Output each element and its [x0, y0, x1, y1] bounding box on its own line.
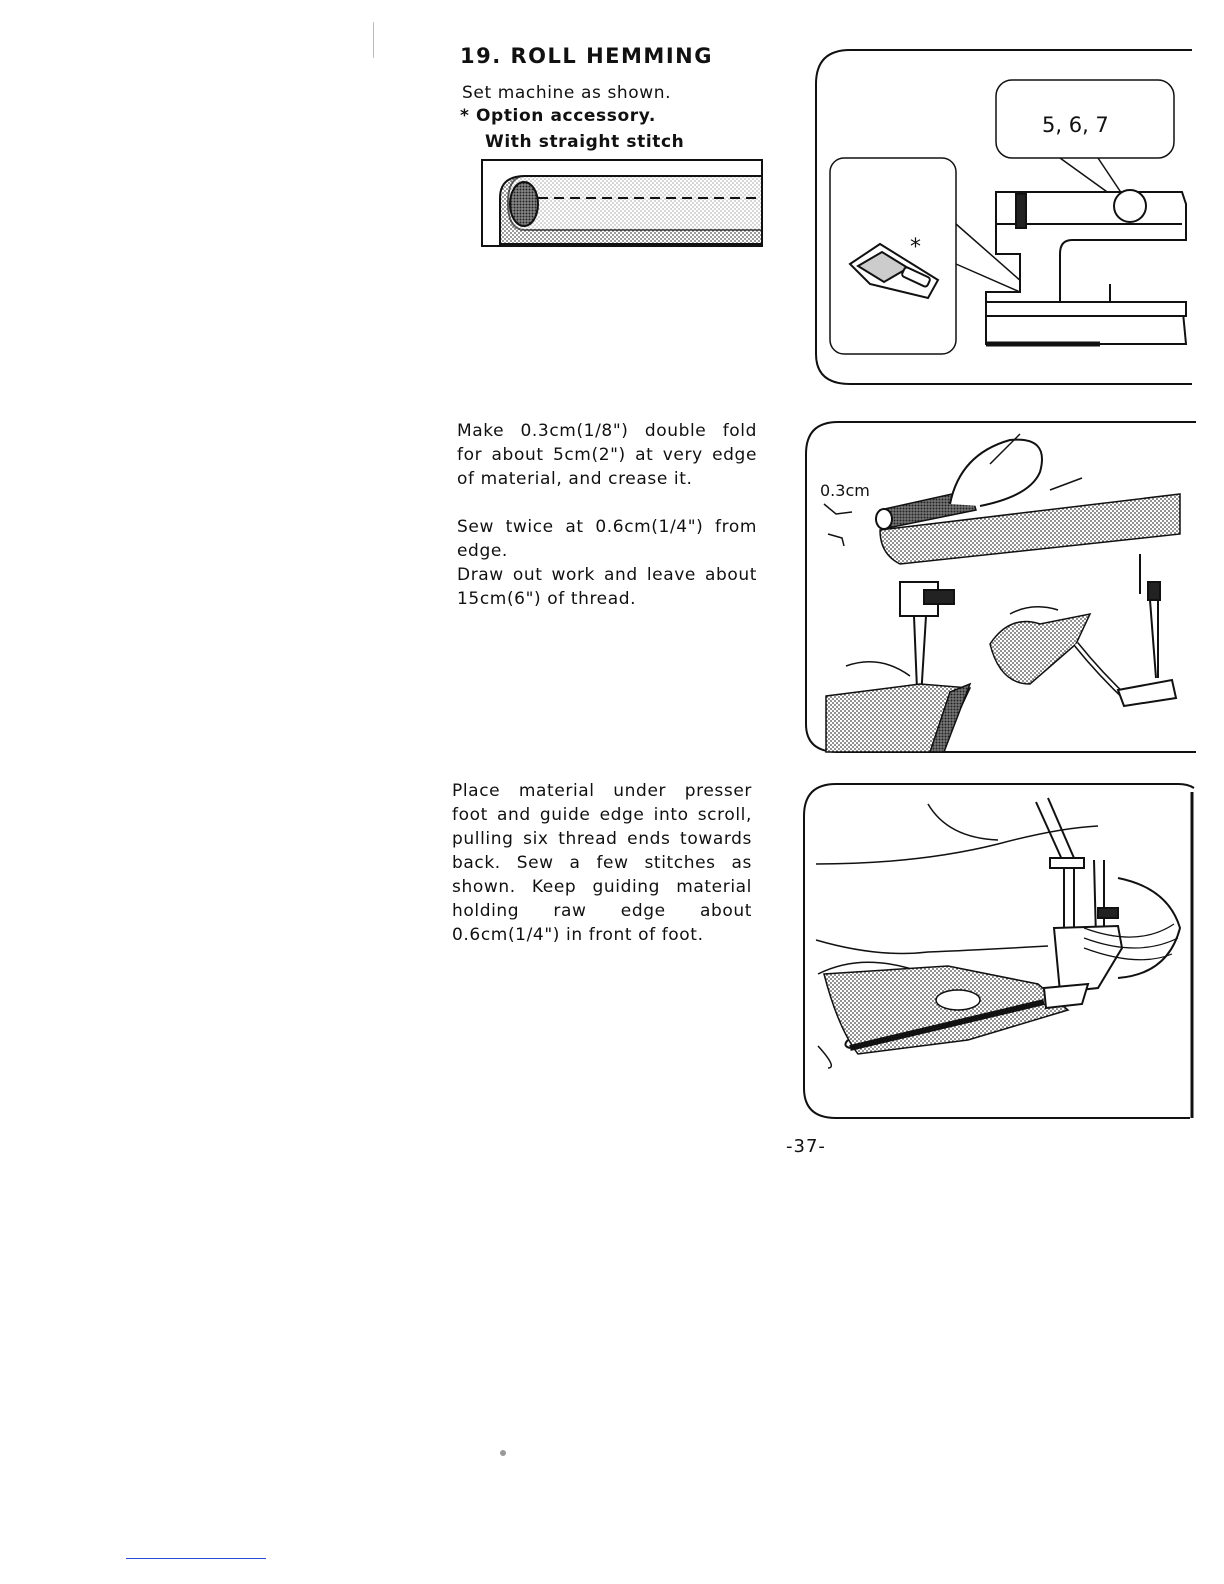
step2-paragraph-2: Sew twice at 0.6cm(1/4") from edge.: [457, 517, 757, 561]
measure-label: 0.3cm: [820, 481, 870, 500]
intro-line-2: * Option accessory.: [460, 106, 656, 126]
page-number: -37-: [786, 1136, 826, 1157]
stitch-diagram: [480, 158, 766, 250]
intro-line-3: With straight stitch: [485, 132, 685, 152]
section-title: [460, 44, 713, 68]
intro-line-1: Set machine as shown.: [462, 83, 672, 103]
figure-fold: [800, 414, 1200, 760]
scan-mark: [373, 22, 374, 58]
step3-paragraph: Place material under presser foot and guide edge into scroll, pulling six thread ends towards back. Sew a few stitches as shown. Keep guiding material holding raw edge about 0.6cm(1/4") in front of foot.: [452, 781, 752, 945]
scroll-foot-illustration: [1036, 798, 1180, 1008]
sewing-machine-icon: [986, 190, 1186, 344]
dial-label: 5, 6, 7: [1042, 113, 1109, 137]
step2-paragraph-1: Make 0.3cm(1/8") double fold for about 5cm(2") at very edge of material, and crease it.: [457, 421, 757, 489]
needle-right-illustration: [1118, 554, 1176, 706]
thumb-illustration: [950, 440, 1042, 506]
scan-dot: [500, 1450, 506, 1456]
figure-machine: [810, 44, 1202, 392]
bottom-rule: [126, 1558, 266, 1559]
section-title-text: ROLL HEMMING: [510, 44, 713, 68]
section-number: 19.: [460, 44, 502, 68]
figure-scroll-hem: [798, 778, 1200, 1128]
asterisk-mark: *: [910, 235, 921, 260]
step2-paragraph-3: Draw out work and leave about 15cm(6") of thread.: [457, 565, 757, 609]
